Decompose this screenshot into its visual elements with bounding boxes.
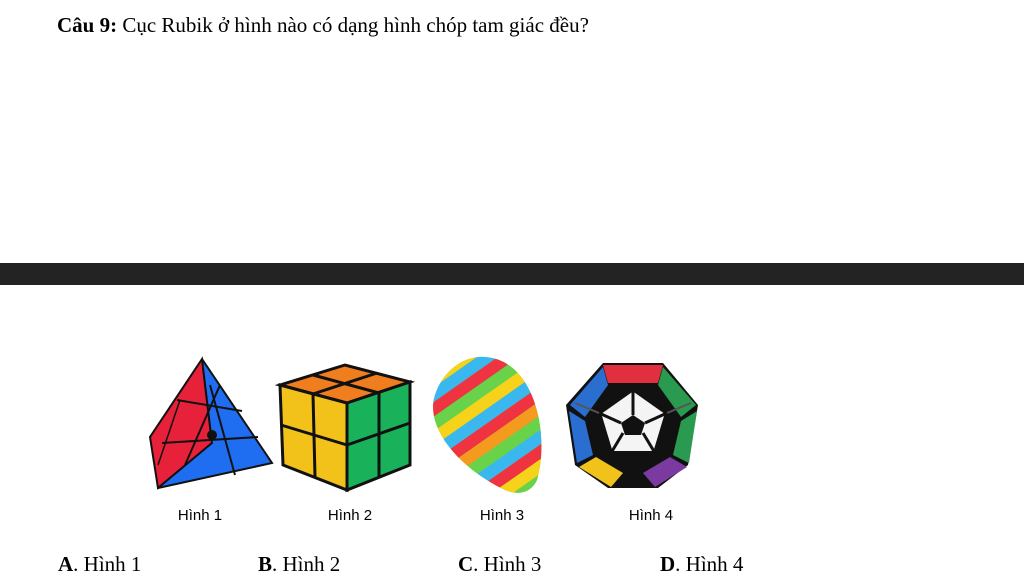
answer-d-text: . Hình 4 [675,552,744,576]
question-text: Cục Rubik ở hình nào có dạng hình chóp tam giác đều? [117,13,589,37]
figure-2-caption: Hình 2 [327,507,373,524]
answer-a-text: . Hình 1 [73,552,142,576]
question [57,11,589,39]
figure-1 [140,355,280,495]
answer-c[interactable] [458,551,541,577]
answer-b[interactable] [258,551,340,577]
figure-4-caption: Hình 4 [628,507,674,524]
answer-a-key: A [58,552,74,576]
answer-d[interactable] [660,551,743,577]
answer-options [0,551,1024,579]
ellipsoid-puzzle-icon [425,355,565,495]
figure-2 [275,355,415,495]
answer-b-text: . Hình 2 [272,552,341,576]
question-number: Câu 9: [57,13,118,37]
divider-bar [0,263,1024,285]
figure-1-caption: Hình 1 [177,507,223,524]
pyraminx-icon [140,355,280,495]
figure-4 [563,355,703,495]
answer-d-key: D [660,552,676,576]
answer-c-text: . Hình 3 [473,552,542,576]
answer-c-key: C [458,552,474,576]
figure-3-caption: Hình 3 [479,507,525,524]
answer-b-key: B [258,552,273,576]
cube-2x2-icon [275,355,415,495]
figure-3 [425,355,565,495]
megaminx-icon [563,355,703,495]
answer-a[interactable] [58,551,141,577]
